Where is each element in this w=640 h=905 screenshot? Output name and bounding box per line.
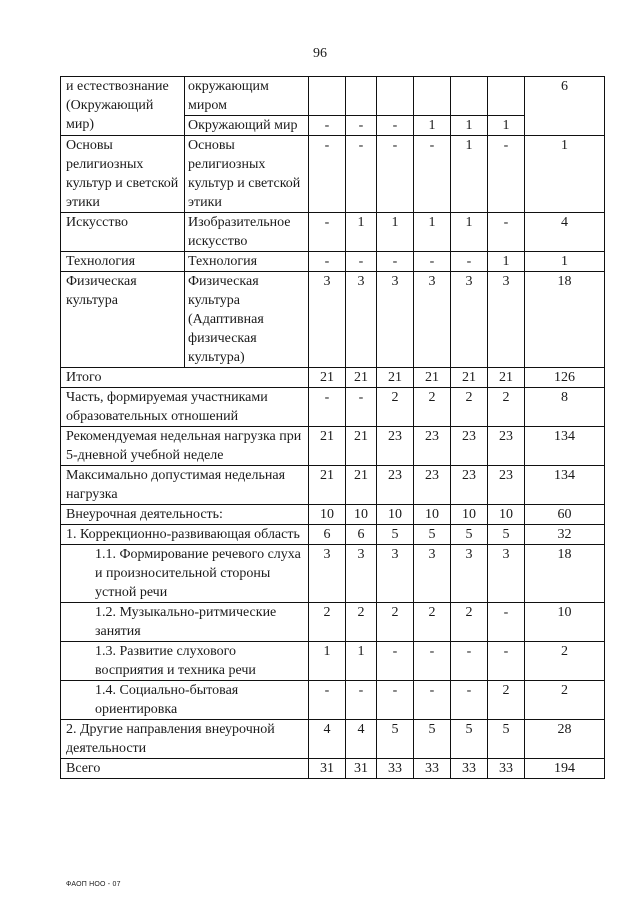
value-cell: 1 [414,116,451,136]
value-cell: 1 [414,213,451,252]
value-cell: 21 [346,427,377,466]
value-cell: 3 [488,272,525,368]
table-row [61,525,605,545]
value-cell [488,77,525,116]
value-cell: 2 [488,388,525,427]
total-cell: 18 [525,272,605,368]
value-cell: 5 [377,720,414,759]
value-cell: 21 [451,368,488,388]
value-cell: 5 [488,525,525,545]
table-row [61,252,605,272]
value-cell: 10 [309,505,346,525]
value-cell: - [377,136,414,213]
value-cell: 3 [346,272,377,368]
row-label-cell: 2. Другие направления внеурочной деятельности [61,720,309,759]
value-cell: 1 [488,252,525,272]
curriculum-table [60,76,605,779]
value-cell: 2 [346,603,377,642]
value-cell: 3 [488,545,525,603]
value-cell: 5 [488,720,525,759]
value-cell: 3 [451,545,488,603]
value-cell: 23 [488,427,525,466]
value-cell: 10 [451,505,488,525]
value-cell: 21 [309,466,346,505]
total-cell: 4 [525,213,605,252]
value-cell: - [346,252,377,272]
value-cell: 31 [309,759,346,779]
value-cell: 10 [377,505,414,525]
value-cell: - [414,642,451,681]
subject-cell: Физическая культура (Адаптивная физическая культура) [185,272,309,368]
value-cell: 2 [377,388,414,427]
value-cell: 23 [451,466,488,505]
value-cell: - [309,681,346,720]
value-cell: - [346,116,377,136]
table-row [61,77,605,116]
total-cell: 60 [525,505,605,525]
value-cell: 3 [346,545,377,603]
value-cell: - [488,642,525,681]
value-cell: 10 [488,505,525,525]
value-cell: 33 [451,759,488,779]
value-cell: - [488,603,525,642]
table-row [61,505,605,525]
value-cell: 2 [451,603,488,642]
footer-code: ФАОП НОО - 07 [66,881,121,888]
value-cell: 5 [377,525,414,545]
value-cell: - [309,116,346,136]
value-cell [346,77,377,116]
total-cell: 28 [525,720,605,759]
value-cell: 3 [309,545,346,603]
value-cell: 21 [488,368,525,388]
value-cell: - [488,213,525,252]
row-label-cell: 1.2. Музыкально-ритмические занятия [61,603,309,642]
value-cell: 3 [414,272,451,368]
total-cell: 134 [525,466,605,505]
value-cell: - [377,681,414,720]
total-cell: 6 [525,77,605,136]
value-cell: 1 [451,136,488,213]
table-row [61,213,605,252]
value-cell: 21 [309,368,346,388]
total-cell: 134 [525,427,605,466]
value-cell [309,77,346,116]
value-cell: 2 [414,603,451,642]
value-cell: 1 [488,116,525,136]
value-cell: 2 [414,388,451,427]
value-cell: - [414,681,451,720]
value-cell [377,77,414,116]
value-cell: 6 [346,525,377,545]
value-cell: 5 [414,525,451,545]
table-row [61,545,605,603]
subject-cell: Основы религиозных культур и светской этики [185,136,309,213]
row-label-cell: Максимально допустимая недельная нагрузка [61,466,309,505]
total-cell: 32 [525,525,605,545]
total-cell: 10 [525,603,605,642]
value-cell: 3 [377,545,414,603]
row-label-cell: Внеурочная деятельность: [61,505,309,525]
value-cell: 2 [309,603,346,642]
value-cell: - [451,681,488,720]
value-cell: - [346,388,377,427]
value-cell: 23 [377,427,414,466]
value-cell: 23 [488,466,525,505]
value-cell: - [309,252,346,272]
value-cell: 23 [414,466,451,505]
value-cell: - [309,213,346,252]
value-cell [414,77,451,116]
area-cell: Технология [61,252,185,272]
value-cell: - [346,681,377,720]
total-cell: 126 [525,368,605,388]
value-cell: 1 [346,213,377,252]
value-cell: 21 [309,427,346,466]
value-cell: - [451,642,488,681]
subject-cell: Окружающий мир [185,116,309,136]
total-cell: 2 [525,642,605,681]
subject-cell: Технология [185,252,309,272]
table-body [61,77,605,779]
value-cell: 10 [346,505,377,525]
value-cell: - [488,136,525,213]
row-label-cell: Итого [61,368,309,388]
table-row [61,759,605,779]
value-cell: - [414,252,451,272]
value-cell: 3 [451,272,488,368]
table-row [61,388,605,427]
value-cell: 33 [414,759,451,779]
value-cell: 3 [377,272,414,368]
subject-cell: окружающим миром [185,77,309,116]
value-cell: 21 [346,368,377,388]
total-cell: 1 [525,252,605,272]
value-cell: - [414,136,451,213]
value-cell: 31 [346,759,377,779]
value-cell: 3 [309,272,346,368]
total-cell: 8 [525,388,605,427]
row-label-cell: Часть, формируемая участниками образовательных отношений [61,388,309,427]
value-cell: 4 [309,720,346,759]
area-cell: Искусство [61,213,185,252]
value-cell [451,77,488,116]
value-cell: 21 [414,368,451,388]
value-cell: 5 [451,525,488,545]
value-cell: 1 [377,213,414,252]
table-row [61,642,605,681]
value-cell: 21 [346,466,377,505]
row-label-cell: 1.3. Развитие слухового восприятия и техника речи [61,642,309,681]
value-cell: 33 [488,759,525,779]
total-cell: 1 [525,136,605,213]
row-label-cell: Рекомендуемая недельная нагрузка при 5-дневной учебной неделе [61,427,309,466]
value-cell: 10 [414,505,451,525]
page-number: 96 [313,46,327,61]
subject-cell: Изобразительное искусство [185,213,309,252]
value-cell: 5 [451,720,488,759]
value-cell: 1 [309,642,346,681]
table-row [61,603,605,642]
value-cell: 23 [377,466,414,505]
table-row [61,368,605,388]
table-row [61,466,605,505]
total-cell: 18 [525,545,605,603]
total-cell: 194 [525,759,605,779]
value-cell: 23 [451,427,488,466]
row-label-cell: Всего [61,759,309,779]
area-cell: и естествознание (Окружающий мир) [61,77,185,136]
value-cell: - [377,252,414,272]
area-cell: Основы религиозных культур и светской этики [61,136,185,213]
value-cell: 4 [346,720,377,759]
value-cell: 2 [377,603,414,642]
value-cell: 2 [488,681,525,720]
table-row [61,272,605,368]
value-cell: - [309,388,346,427]
value-cell: 21 [377,368,414,388]
value-cell: 1 [451,116,488,136]
value-cell: 1 [346,642,377,681]
table-row [61,427,605,466]
value-cell: 6 [309,525,346,545]
value-cell: 5 [414,720,451,759]
table-row [61,720,605,759]
value-cell: - [451,252,488,272]
value-cell: 33 [377,759,414,779]
area-cell: Физическая культура [61,272,185,368]
value-cell: 1 [451,213,488,252]
value-cell: - [346,136,377,213]
row-label-cell: 1. Коррекционно-развивающая область [61,525,309,545]
table-row [61,681,605,720]
value-cell: 2 [451,388,488,427]
table-row [61,136,605,213]
value-cell: - [309,136,346,213]
row-label-cell: 1.1. Формирование речевого слуха и произносительной стороны устной речи [61,545,309,603]
value-cell: - [377,642,414,681]
value-cell: - [377,116,414,136]
row-label-cell: 1.4. Социально-бытовая ориентировка [61,681,309,720]
value-cell: 23 [414,427,451,466]
total-cell: 2 [525,681,605,720]
value-cell: 3 [414,545,451,603]
